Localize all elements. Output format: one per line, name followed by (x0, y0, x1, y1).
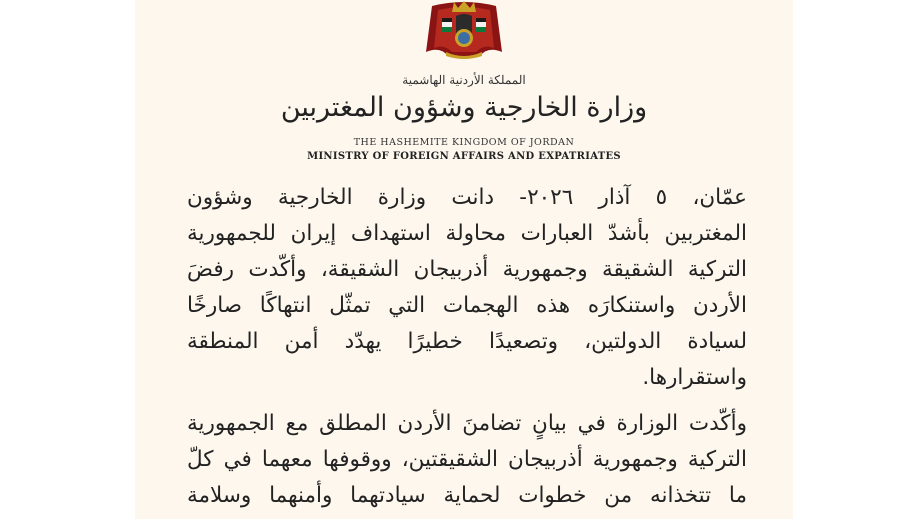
ministry-name-arabic: وزارة الخارجية وشؤون المغتربين (280, 92, 648, 123)
statement-body (187, 180, 747, 514)
paragraph-line: التركية الشقيقة وجمهورية أذربيجان الشقيقة، وأكّدت رفضَ (187, 257, 747, 282)
paragraph-line: ما تتخذانه من خطوات لحماية سيادتهما وأمنهما وسلامة (187, 483, 747, 508)
paragraph-line: المغتربين بأشدّ العبارات محاولة استهداف إيران للجمهورية (187, 221, 747, 246)
paragraph-line: لسيادة الدولتين، وتصعيدًا خطيرًا يهدّد أمن المنطقة (187, 329, 747, 354)
kingdom-name-english: THE HASHEMITE KINGDOM OF JORDAN (353, 137, 575, 148)
paragraph-line: الأردن واستنكارَه هذه الهجمات التي تمثّل انتهاكًا صارخًا (187, 293, 747, 318)
ministry-name-english: MINISTRY OF FOREIGN AFFAIRS AND EXPATRIATES (307, 151, 621, 162)
jordan-coat-of-arms-icon (418, 0, 510, 62)
paragraph-spacer (187, 396, 747, 406)
paragraph-line: التركية وجمهورية أذربيجان الشقيقتين، ووقوفها معهما في كلّ (187, 447, 747, 472)
paragraph-2 (187, 406, 747, 514)
kingdom-name-arabic: المملكة الأردنية الهاشمية (402, 73, 526, 87)
paragraph-line: واستقرارها. (642, 365, 747, 390)
letter-page (135, 0, 793, 519)
paragraph-line: وأكّدت الوزارة في بيانٍ تضامنَ الأردن المطلق مع الجمهورية (187, 411, 747, 436)
paragraph-line: عمّان، ٥ آذار ٢٠٢٦- دانت وزارة الخارجية وشؤون (187, 185, 747, 210)
paragraph-1 (187, 180, 747, 396)
